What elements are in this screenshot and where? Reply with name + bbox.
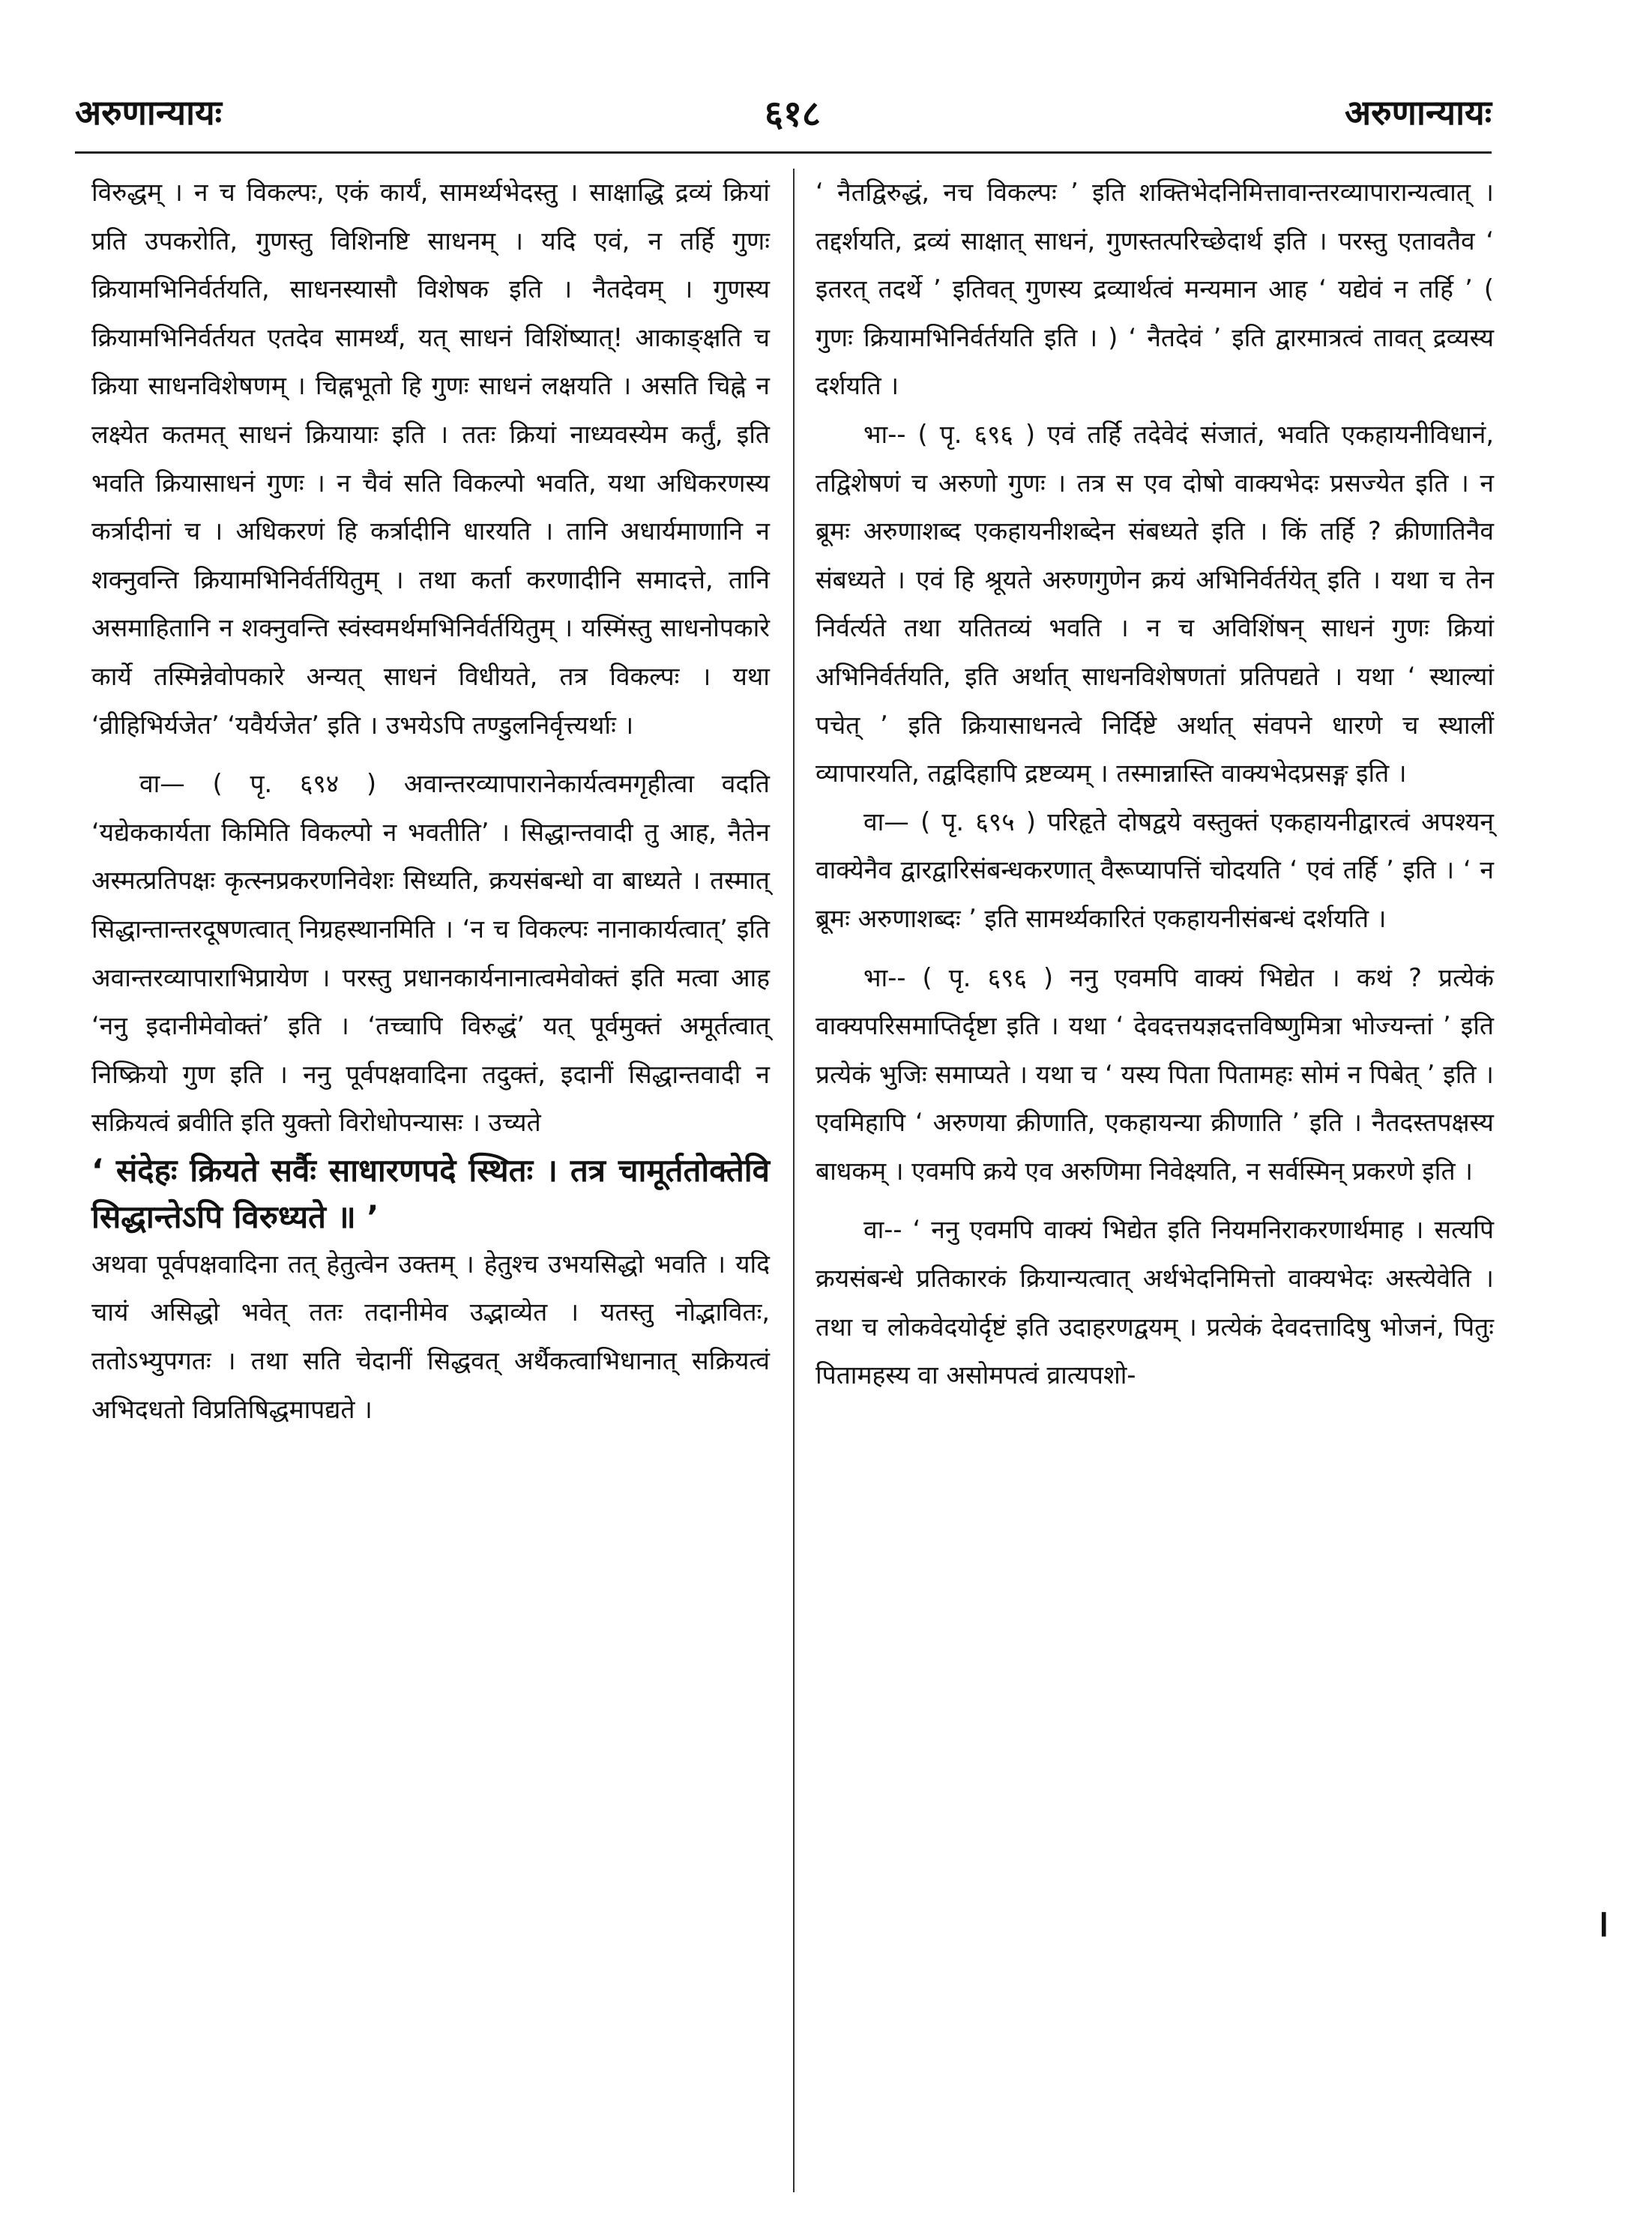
right-paragraph-5: वा-- ‘ ननु एवमपि वाक्यं भिद्येत इति नियमनिराकरणार्थमाह । सत्यपि क्रयसंबन्धे प्रतिकारकं क्रियान्यत्वात् अर्थभेदनिमित्तो वाक्यभेदः अस्त्येवेति । तथा च लोकवेदयोर्दृष्टं इति उदाहरणद्वयम् । प्रत्येकं देवदत्तादिषु भोजनं, पितुः पितामहस्य वा असोमपत्वं व्रात्यपशो- (816, 1215, 1494, 1390)
left-verse: ‘ संदेहः क्रियते सर्वैः साधारणपदे स्थितः । तत्र चामूर्ततोक्तेवि सिद्धान्तेऽपि विरुध्यते ॥ ’ (91, 1151, 770, 1235)
page-number: ६१८ (765, 93, 821, 135)
left-paragraph-2: वा— ( पृ. ६९४ ) अवान्तरव्यापारानेकार्यत्वमगृहीत्वा वदति ‘यद्येककार्यता किमिति विकल्पो न भवतीति’ । सिद्धान्तवादी तु आह, नैतेन अस्मत्प्रतिपक्षः कृत्स्नप्रकरणनिवेशः सिध्यति, क्रयसंबन्धो वा बाध्यते । तस्मात् सिद्धान्तान्तरदूषणत्वात् निग्रहस्थानमिति । ‘न च विकल्पः नानाकार्यत्वात्’ इति अवान्तरव्यापाराभिप्रायेण । परस्तु प्रधानकार्यनानात्वमेवोक्तं इति मत्वा आह ‘ननु इदानीमेवोक्तं’ इति । ‘तच्चापि विरुद्धं’ यत् पूर्वमुक्तं अमूर्तत्वात् निष्क्रियो गुण इति । ननु पूर्वपक्षवादिना तदुक्तं, इदानीं सिद्धान्तवादी न सक्रियत्वं ब्रवीति इति युक्तो विरोधोपन्यासः । उच्यते (91, 769, 770, 1138)
left-paragraph-1: विरुद्धम् । न च विकल्पः, एकं कार्यं, सामर्थ्यभेदस्तु । साक्षाद्धि द्रव्यं क्रियां प्रति उपकरोति, गुणस्तु विशिनष्टि साधनम् । यदि एवं, न तर्हि गुणः क्रियामभिनिर्वर्तयति, साधनस्यासौ विशेषक इति । नैतदेवम् । गुणस्य क्रियामभिनिर्वर्तयत एतदेव सामर्थ्यं, यत् साधनं विशिंष्यात्! आकाङ्क्षति च क्रिया साधनविशेषणम् । चिह्नभूतो हि गुणः साधनं लक्षयति । असति चिह्ने न लक्ष्येत कतमत् साधनं क्रियायाः इति । ततः क्रियां नाध्यवस्येम कर्तुं, इति भवति क्रियासाधनं गुणः । न चैवं सति विकल्पो भवति, यथा अधिकरणस्य कर्त्रादीनां च । अधिकरणं हि कर्त्रादीनि धारयति । तानि अधार्यमाणानि न शक्नुवन्ति क्रियामभिनिर्वर्तयितुम् । तथा कर्ता करणादीनि समादत्ते, तानि असमाहितानि न शक्नुवन्ति स्वंस्वमर्थमभिनिर्वर्तयितुम् । यस्मिंस्तु साधनोपकारे कार्ये तस्मिन्नेवोपकारे अन्यत् साधनं विधीयते, तत्र विकल्पः । यथा ‘व्रीहिभिर्यजेत’ ‘यवैर्यजेत’ इति । उभयेऽपि तण्डुलनिर्वृत्त्यर्थाः । (91, 178, 770, 740)
left-column (91, 169, 770, 1434)
header-right-title: अरुणान्यायः (1345, 92, 1492, 133)
running-head (75, 81, 1492, 148)
right-paragraph-4: भा-- ( पृ. ६९६ ) ननु एवमपि वाक्यं भिद्येत । कथं ? प्रत्येकं वाक्यपरिसमाप्तिर्दृष्टा इति । यथा ‘ देवदत्तयज्ञदत्तविष्णुमित्रा भोज्यन्तां ’ इति प्रत्येकं भुजिः समाप्यते । यथा च ‘ यस्य पिता पितामहः सोमं न पिबेत् ’ इति । एवमिहापि ‘ अरुणया क्रीणाति, एकहायन्या क्रीणाति ’ इति । नैतदस्तपक्षस्य बाधकम् । एवमपि क्रये एव अरुणिमा निवेक्ष्यति, न सर्वस्मिन् प्रकरणे इति । (816, 962, 1494, 1186)
right-paragraph-1: ‘ नैतद्विरुद्धं, नच विकल्पः ’ इति शक्तिभेदनिमित्तावान्तरव्यापारान्यत्वात् । तद्दर्शयति, द्रव्यं साक्षात् साधनं, गुणस्तत्परिच्छेदार्थ इति । परस्तु एतावतैव ‘ इतरत् तदर्थे ’ इतिवत् गुणस्य द्रव्यार्थत्वं मन्यमान आह ‘ यद्येवं न तर्हि ’ ( गुणः क्रियामभिनिर्वर्तयति इति । ) ‘ नैतदेवं ’ इति द्वारमात्रत्वं तावत् द्रव्यस्य दर्शयति । (816, 178, 1494, 401)
right-column (816, 169, 1494, 1400)
right-paragraph-3: वा— ( पृ. ६९५ ) परिहृते दोषद्वये वस्तुक्तं एकहायनीद्वारत्वं अपश्यन् वाक्येनैव द्वारद्वारिसंबन्धकरणात् वैरूप्यापत्तिं चोदयति ‘ एवं तर्हि ’ इति । ‘ न ब्रूमः अरुणाशब्दः ’ इति सामर्थ्यकारितं एकहायनीसंबन्धं दर्शयति । (816, 806, 1494, 933)
column-divider (793, 169, 795, 2192)
left-paragraph-3: अथवा पूर्वपक्षवादिना तत् हेतुत्वेन उक्तम् । हेतुश्च उभयसिद्धो भवति । यदि चायं असिद्धो भवेत् ततः तदानीमेव उद्भाव्येत । यतस्तु नोद्भावितः, ततोऽभ्युपगतः । तथा सति चेदानीं सिद्धवत् अर्थैकत्वाभिधानात् सक्रियत्वं अभिदधतो विप्रतिषिद्धमापद्यते । (91, 1249, 770, 1424)
right-paragraph-2: भा-- ( पृ. ६९६ ) एवं तर्हि तदेवेदं संजातं, भवति एकहायनीविधानं, तद्विशेषणं च अरुणो गुणः । तत्र स एव दोषो वाक्यभेदः प्रसज्येत इति । न ब्रूमः अरुणाशब्द एकहायनीशब्देन संबध्यते इति । किं तर्हि ? क्रीणातिनैव संबध्यते । एवं हि श्रूयते अरुणगुणेन क्रयं अभिनिर्वर्तयेत् इति । यथा च तेन निर्वर्त्यते तथा यतितव्यं भवति । न च अविशिंषन् साधनं गुणः क्रियां अभिनिर्वर्तयति, इति अर्थात् साधनविशेषणतां प्रतिपद्यते । यथा ‘ स्थाल्यां पचेत् ’ इति क्रियासाधनत्वे निर्दिष्टे अर्थात् संवपने धारणे च स्थालीं व्यापारयति, तद्वदिहापि द्रष्टव्यम् । तस्मान्नास्ति वाक्यभेदप्रसङ्ग इति । (816, 419, 1494, 788)
header-left-title: अरुणान्यायः (75, 92, 222, 133)
header-rule (75, 151, 1492, 154)
margin-mark: । (1595, 1901, 1609, 1945)
